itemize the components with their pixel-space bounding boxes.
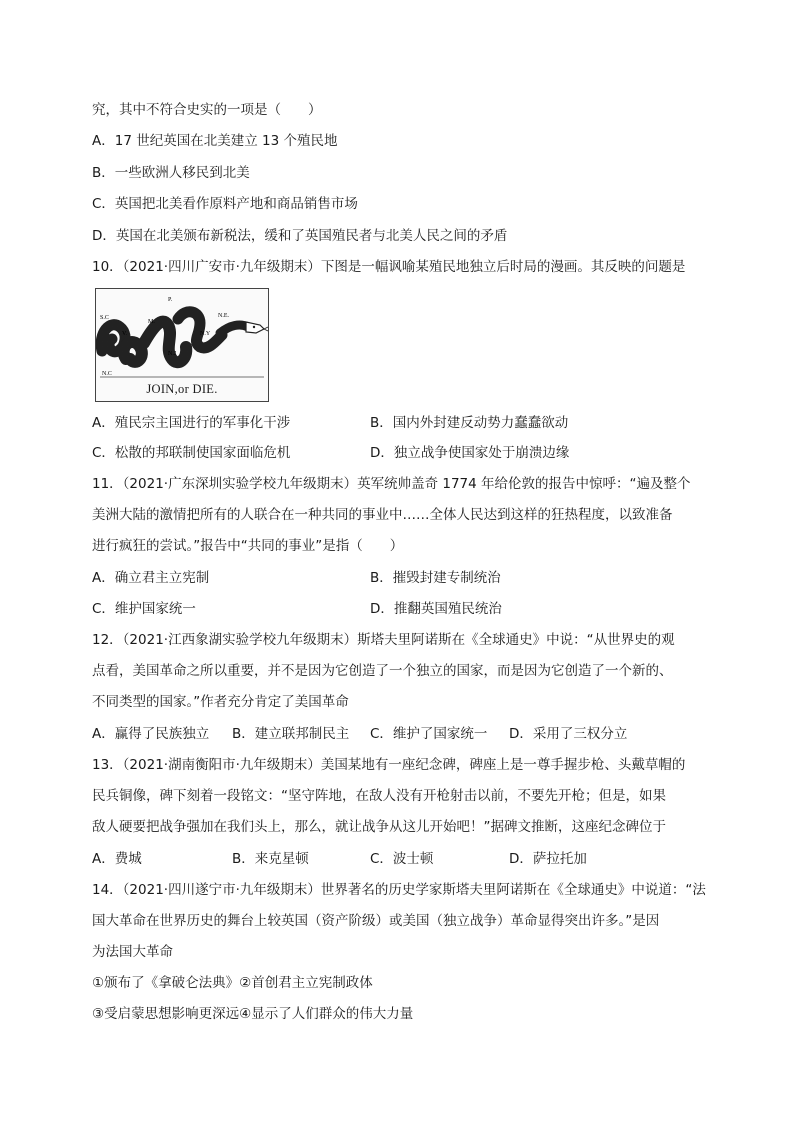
q12-option-a: A．赢得了民族独立: [92, 726, 210, 742]
q13-option-c: C．波士顿: [370, 851, 434, 867]
q11-stem-line-1: 11．（2021·广东深圳实验学校九年级期末）英军统帅盖奇 1774 年给伦敦的报告中惊呼：“遍及整个: [92, 476, 691, 492]
q11-stem-line-3: 进行疯狂的尝试。”报告中“共同的事业”是指（ ）: [92, 538, 404, 554]
q10-option-b: B．国内外封建反动势力蠢蠢欲动: [370, 415, 569, 431]
q11-option-b: B．摧毁封建专制统治: [370, 570, 501, 586]
q12-stem-line-2: 点看，美国革命之所以重要，并不是因为它创造了一个独立的国家，而是因为它创造了一个新的、: [92, 663, 673, 679]
q9-stem-tail: 究，其中不符合史实的一项是（ ）: [92, 102, 322, 118]
q12-option-c: C．维护了国家统一: [370, 726, 488, 742]
q9-option-d: D．英国在北美颁布新税法，缓和了英国殖民者与北美人民之间的矛盾: [92, 228, 508, 244]
segment-label-ny: N.Y: [200, 331, 211, 337]
q11-option-c: C．维护国家统一: [92, 601, 196, 617]
q11-option-a: A．确立君主立宪制: [92, 570, 210, 586]
q11-option-d: D．推翻英国殖民统治: [370, 601, 502, 617]
q14-stem-line-1: 14．（2021·四川遂宁市·九年级期末）世界著名的历史学家斯塔夫里阿诺斯在《全球通史》中说道：“法: [92, 882, 706, 898]
q11-stem-line-2: 美洲大陆的激情把所有的人联合在一种共同的事业中……全体人民达到这样的狂热程度，以致准备: [92, 507, 673, 523]
q10-option-a: A．殖民宗主国进行的军事化干涉: [92, 415, 291, 431]
segment-label-nj: N.J: [168, 351, 177, 357]
q12-stem-line-1: 12．（2021·江西象湖实验学校九年级期末）斯塔夫里阿诺斯在《全球通史》中说：“从世界史的观: [92, 632, 675, 648]
q14-item-line-2: ③受启蒙思想影响更深远④显示了人们群众的伟大力量: [92, 1006, 414, 1022]
q10-option-c: C．松散的邦联制使国家面临危机: [92, 445, 291, 461]
segment-label-sc: S.C: [100, 315, 109, 321]
q9-option-b: B．一些欧洲人移民到北美: [92, 165, 250, 181]
q9-option-c: C．英国把北美看作原料产地和商品销售市场: [92, 196, 358, 212]
q10-option-d: D．独立战争使国家处于崩溃边缘: [370, 445, 570, 461]
q13-stem-line-2: 民兵铜像，碑下刻着一段铭文：“坚守阵地，在敌人没有开枪射击以前，不要先开枪；但是，如果: [92, 788, 666, 804]
q9-option-a: A．17 世纪英国在北美建立 13 个殖民地: [92, 133, 338, 149]
q14-stem-line-2: 国大革命在世界历史的舞台上较英国（资产阶级）或美国（独立战争）革命显得突出许多。”是因: [92, 913, 660, 929]
q14-stem-line-3: 为法国大革命: [92, 944, 173, 960]
segment-label-p: P.: [168, 297, 173, 303]
q13-stem-line-1: 13．（2021·湖南衡阳市·九年级期末）美国某地有一座纪念碑，碑座上是一尊手握步枪、头戴草帽的: [92, 757, 686, 773]
q10-stem: 10．（2021·四川广安市·九年级期末）下图是一幅讽喻某殖民地独立后时局的漫画。其反映的问题是: [92, 259, 686, 275]
q12-option-b: B．建立联邦制民主: [232, 726, 350, 742]
q12-option-d: D．采用了三权分立: [509, 726, 628, 742]
segment-label-ne: N.E.: [218, 313, 229, 319]
segment-label-v: V.: [122, 331, 128, 337]
segment-label-m: M.: [148, 319, 155, 325]
q12-stem-line-3: 不同类型的国家。”作者充分肯定了美国革命: [92, 694, 349, 710]
cartoon-caption: JOIN,or DIE.: [146, 382, 218, 396]
q13-option-a: A．费城: [92, 851, 142, 867]
q14-item-line-1: ①颁布了《拿破仑法典》②首创君主立宪制政体: [92, 975, 373, 991]
q13-stem-line-3: 敌人硬要把战争强加在我们头上，那么，就让战争从这儿开始吧！”据碑文推断，这座纪念碑位于: [92, 819, 666, 835]
q13-option-d: D．萨拉托加: [509, 851, 587, 867]
segment-label-nc: N.C: [102, 371, 112, 377]
join-or-die-cartoon: [95, 288, 269, 402]
q13-option-b: B．来克星顿: [232, 851, 309, 867]
